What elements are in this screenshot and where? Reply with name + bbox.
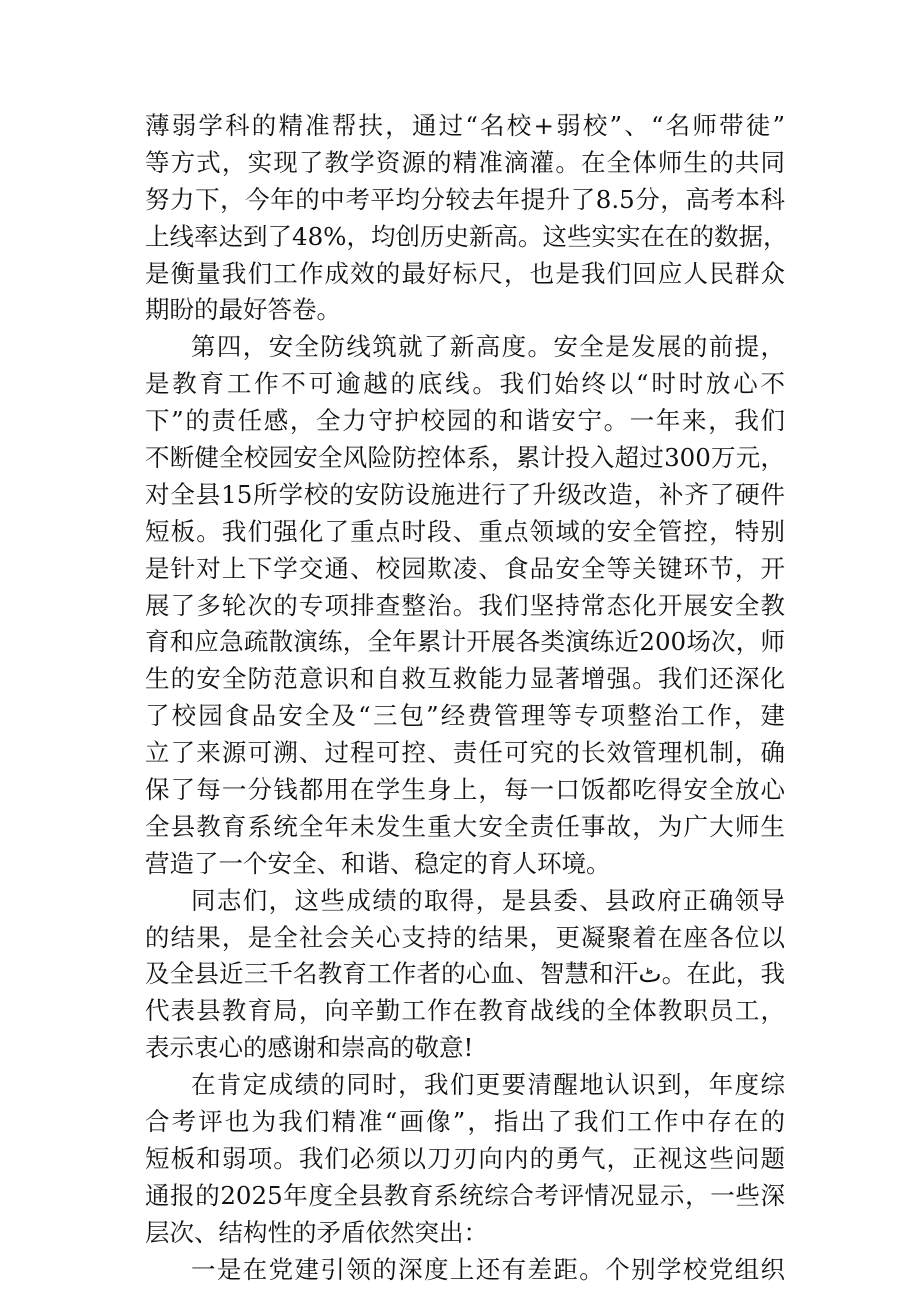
text-line: 不断健全校园安全风险防控体系，累计投入超过300万元， [145, 443, 785, 473]
text-line: 短板。我们强化了重点时段、重点领域的安全管控，特别 [145, 516, 785, 546]
text-line: 育和应急疏散演练，全年累计开展各类演练近200场次，师 [145, 627, 785, 657]
text-line: 展了多轮次的专项排查整治。我们坚持常态化开展安全教 [145, 590, 785, 620]
text-line: 营造了一个安全、和谐、稳定的育人环境。 [145, 848, 611, 878]
text-line: 等方式，实现了教学资源的精准滴灌。在全体师生的共同 [145, 147, 785, 177]
text-line: 上线率达到了48%，均创历史新高。这些实实在在的数据， [145, 221, 788, 251]
text-line: 下”的责任感，全力守护校园的和谐安宁。一年来，我们 [145, 406, 785, 436]
text-line: 了校园食品安全及“三包”经费管理等专项整治工作，建 [145, 701, 785, 731]
text-line: 生的安全防范意识和自救互救能力显著增强。我们还深化 [145, 664, 785, 694]
text-line: 是教育工作不可逾越的底线。我们始终以“时时放心不 [145, 369, 785, 399]
text-line: 立了来源可溯、过程可控、责任可究的长效管理机制，确 [145, 738, 785, 768]
paragraph-first-line: 第四，安全防线筑就了新高度。安全是发展的前提， [191, 332, 785, 362]
paragraph-first-line: 一是在党建引领的深度上还有差距。个别学校党组织 [191, 1254, 785, 1284]
text-line: 表示衷心的感谢和崇高的敬意! [145, 1033, 474, 1063]
text-line: 是针对上下学交通、校园欺凌、食品安全等关键环节，开 [145, 553, 785, 583]
text-line: 的结果，是全社会关心支持的结果，更凝聚着在座各位以 [145, 922, 785, 952]
text-line: 通报的2025年度全县教育系统综合考评情况显示，一些深 [145, 1180, 785, 1210]
text-line: 努力下，今年的中考平均分较去年提升了8.5分，高考本科 [145, 184, 785, 214]
body-text [145, 108, 788, 1289]
text-line: 层次、结构性的矛盾依然突出： [145, 1217, 488, 1247]
paragraph-first-line: 在肯定成绩的同时，我们更要清醒地认识到，年度综 [191, 1070, 785, 1100]
text-line: 短板和弱项。我们必须以刀刃向内的勇气，正视这些问题 [145, 1143, 785, 1173]
text-line: 是衡量我们工作成效的最好标尺，也是我们回应人民群众 [145, 258, 785, 288]
text-line: 代表县教育局，向辛勤工作在教育战线的全体教职员工， [145, 996, 785, 1026]
text-line: 及全县近三千名教育工作者的心血、智慧和汗ٹ。在此，我 [145, 959, 786, 989]
text-line: 期盼的最好答卷。 [145, 295, 341, 325]
text-line: 保了每一分钱都用在学生身上，每一口饭都吃得安全放心 [145, 775, 785, 805]
text-line: 合考评也为我们精准“画像”，指出了我们工作中存在的 [145, 1107, 785, 1137]
paragraph-first-line: 同志们，这些成绩的取得，是县委、县政府正确领导 [191, 885, 785, 915]
text-line: 对全县15所学校的安防设施进行了升级改造，补齐了硬件 [145, 479, 785, 509]
text-line: 全县教育系统全年未发生重大安全责任事故，为广大师生 [145, 811, 785, 841]
text-line: 薄弱学科的精准帮扶，通过“名校+弱校”、“名师带徒” [145, 111, 785, 140]
